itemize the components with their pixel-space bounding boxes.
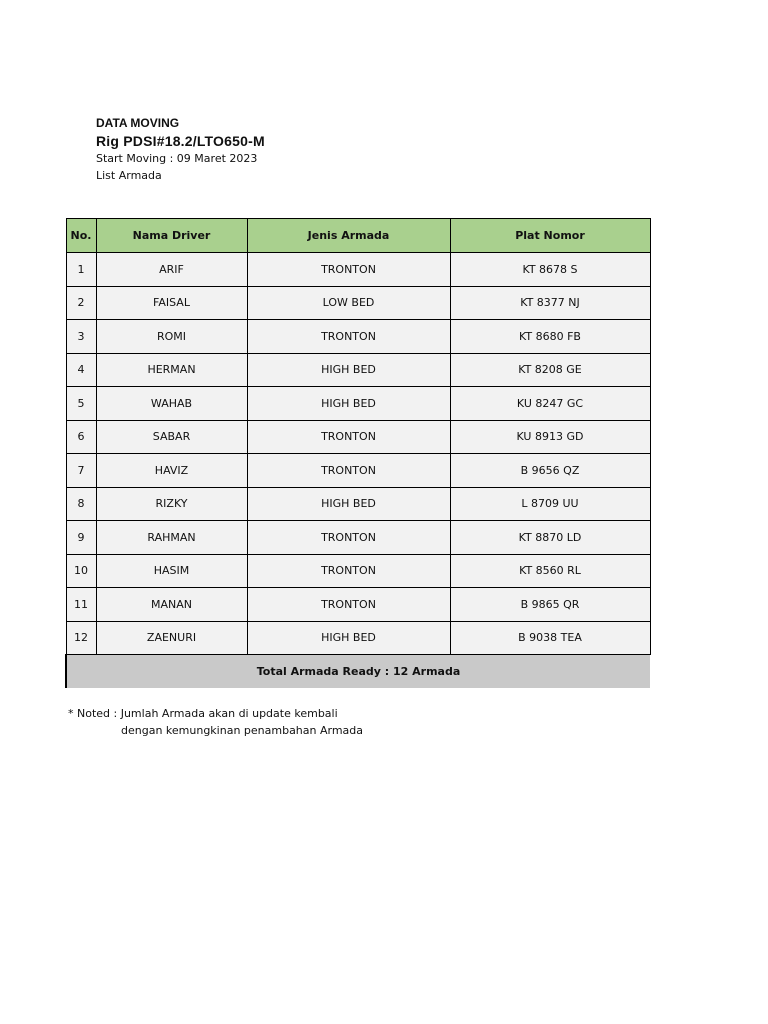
cell-no: 6 bbox=[66, 420, 96, 454]
cell-no: 12 bbox=[66, 621, 96, 655]
cell-armada: HIGH BED bbox=[247, 353, 450, 387]
cell-plat: KT 8680 FB bbox=[450, 320, 650, 354]
cell-no: 7 bbox=[66, 454, 96, 488]
cell-no: 4 bbox=[66, 353, 96, 387]
cell-driver: RIZKY bbox=[96, 487, 247, 521]
table-row bbox=[66, 253, 650, 287]
cell-driver: WAHAB bbox=[96, 387, 247, 421]
cell-no: 8 bbox=[66, 487, 96, 521]
table-row bbox=[66, 320, 650, 354]
cell-driver: RAHMAN bbox=[96, 521, 247, 555]
header-no: No. bbox=[66, 219, 96, 253]
table-row bbox=[66, 387, 650, 421]
table-row bbox=[66, 487, 650, 521]
header-armada: Jenis Armada bbox=[247, 219, 450, 253]
cell-armada: TRONTON bbox=[247, 420, 450, 454]
start-moving-date: Start Moving : 09 Maret 2023 bbox=[96, 152, 258, 165]
cell-armada: TRONTON bbox=[247, 454, 450, 488]
table-row bbox=[66, 286, 650, 320]
notes bbox=[68, 705, 363, 739]
fleet-table bbox=[65, 218, 651, 688]
cell-driver: HAVIZ bbox=[96, 454, 247, 488]
cell-driver: HASIM bbox=[96, 554, 247, 588]
cell-armada: HIGH BED bbox=[247, 387, 450, 421]
total-row bbox=[66, 655, 650, 689]
cell-plat: B 9656 QZ bbox=[450, 454, 650, 488]
cell-no: 5 bbox=[66, 387, 96, 421]
cell-driver: FAISAL bbox=[96, 286, 247, 320]
table-row bbox=[66, 554, 650, 588]
cell-no: 11 bbox=[66, 588, 96, 622]
cell-plat: KT 8870 LD bbox=[450, 521, 650, 555]
header-plat: Plat Nomor bbox=[450, 219, 650, 253]
cell-plat: L 8709 UU bbox=[450, 487, 650, 521]
table-row bbox=[66, 588, 650, 622]
rig-name: Rig PDSI#18.2/LTO650-M bbox=[96, 133, 265, 149]
cell-armada: TRONTON bbox=[247, 320, 450, 354]
cell-driver: MANAN bbox=[96, 588, 247, 622]
cell-armada: TRONTON bbox=[247, 521, 450, 555]
cell-driver: SABAR bbox=[96, 420, 247, 454]
cell-plat: KT 8678 S bbox=[450, 253, 650, 287]
cell-plat: KT 8377 NJ bbox=[450, 286, 650, 320]
cell-no: 10 bbox=[66, 554, 96, 588]
list-armada-label: List Armada bbox=[96, 169, 162, 182]
document-header bbox=[96, 114, 265, 184]
cell-plat: KU 8247 GC bbox=[450, 387, 650, 421]
cell-driver: HERMAN bbox=[96, 353, 247, 387]
table-row bbox=[66, 454, 650, 488]
cell-armada: TRONTON bbox=[247, 554, 450, 588]
cell-plat: KT 8560 RL bbox=[450, 554, 650, 588]
cell-plat: KU 8913 GD bbox=[450, 420, 650, 454]
cell-no: 2 bbox=[66, 286, 96, 320]
table-row bbox=[66, 420, 650, 454]
cell-driver: ZAENURI bbox=[96, 621, 247, 655]
cell-no: 3 bbox=[66, 320, 96, 354]
cell-driver: ROMI bbox=[96, 320, 247, 354]
cell-armada: TRONTON bbox=[247, 253, 450, 287]
header-driver: Nama Driver bbox=[96, 219, 247, 253]
table-row bbox=[66, 353, 650, 387]
note-line-2: dengan kemungkinan penambahan Armada bbox=[121, 724, 364, 737]
table-row bbox=[66, 521, 650, 555]
cell-no: 1 bbox=[66, 253, 96, 287]
total-armada-ready: Total Armada Ready : 12 Armada bbox=[66, 655, 650, 689]
table-header-row bbox=[66, 219, 650, 253]
cell-armada: TRONTON bbox=[247, 588, 450, 622]
note-line-1: * Noted : Jumlah Armada akan di update kembali bbox=[68, 707, 338, 720]
document-title: DATA MOVING bbox=[96, 116, 180, 130]
table-row bbox=[66, 621, 650, 655]
cell-armada: LOW BED bbox=[247, 286, 450, 320]
cell-armada: HIGH BED bbox=[247, 487, 450, 521]
cell-plat: KT 8208 GE bbox=[450, 353, 650, 387]
cell-driver: ARIF bbox=[96, 253, 247, 287]
cell-no: 9 bbox=[66, 521, 96, 555]
cell-armada: HIGH BED bbox=[247, 621, 450, 655]
cell-plat: B 9038 TEA bbox=[450, 621, 650, 655]
cell-plat: B 9865 QR bbox=[450, 588, 650, 622]
